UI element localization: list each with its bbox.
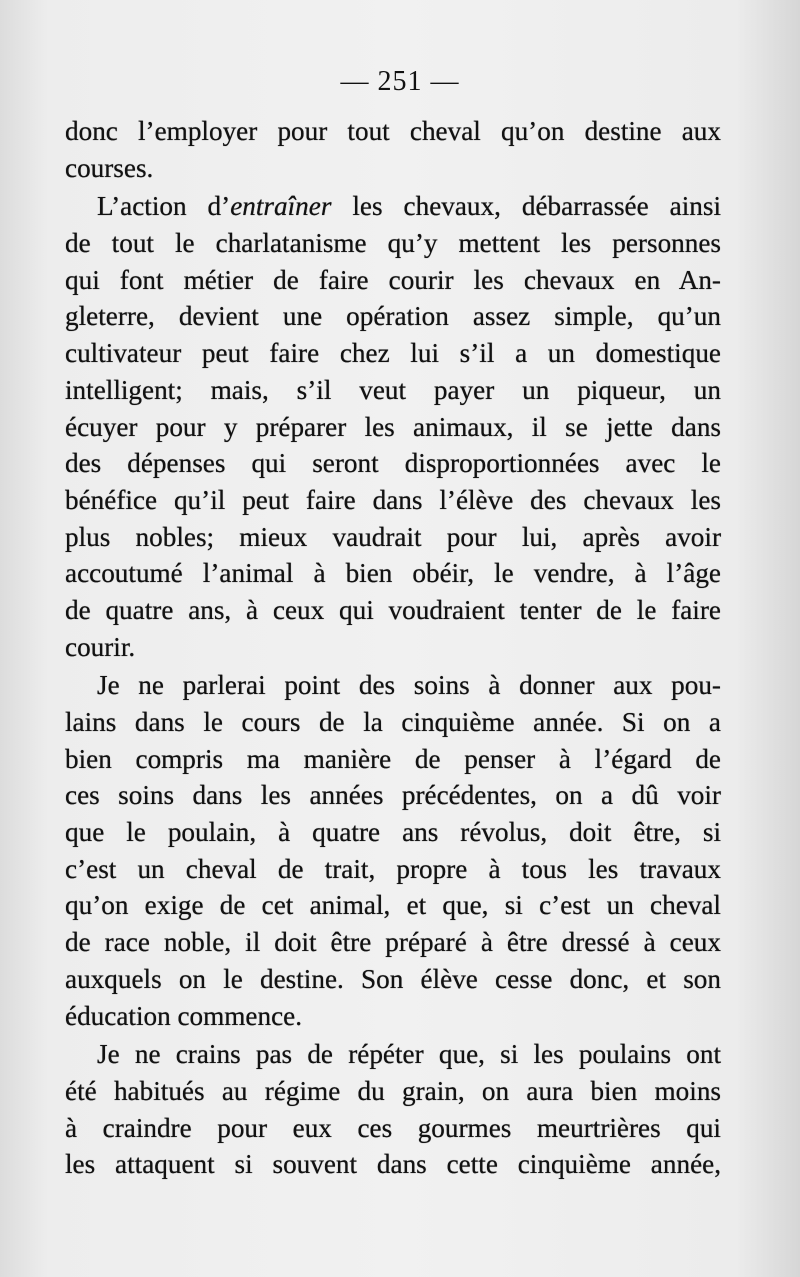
italic-word: entraîner (230, 191, 332, 222)
text-line: à craindre pour eux ces gourmes meurtrières qui (65, 1112, 721, 1143)
text-line: éducation commence. (65, 1000, 303, 1031)
text-line: ces soins dans les années précédentes, on a dû voir (65, 780, 721, 811)
text-line: qui font métier de faire courir les chevaux en An- (65, 264, 721, 295)
text-line: courir. (65, 631, 136, 662)
text-line: plus nobles; mieux vaudrait pour lui, après avoir (65, 521, 721, 552)
text-line: c’est un cheval de trait, propre à tous les travaux (65, 853, 721, 884)
text-line: bénéfice qu’il peut faire dans l’élève des chevaux les (65, 484, 721, 515)
text-line: courses. (65, 152, 154, 183)
text-line: accoutumé l’animal à bien obéir, le vendre, à l’âge (65, 558, 721, 589)
page-number: — 251 — (340, 66, 460, 97)
text-line: de tout le charlatanisme qu’y mettent les personnes (65, 228, 721, 259)
body-text (65, 113, 721, 1183)
text-line: auxquels on le destine. Son élève cesse donc, et son (65, 963, 721, 994)
text-line: de race noble, il doit être préparé à être dressé à ceux (65, 927, 721, 958)
text-line: donc l’employer pour tout cheval qu’on destine aux (65, 116, 721, 146)
text-line: lains dans le cours de la cinquième année. Si on a (65, 707, 721, 737)
paragraph (65, 188, 721, 665)
text-line: des dépenses qui seront disproportionnées avec le (65, 448, 721, 479)
text-line: gleterre, devient une opération assez simple, qu’un (65, 301, 721, 332)
text-line: été habitués au régime du grain, on aura bien moins (65, 1075, 721, 1106)
text-line: que le poulain, à quatre ans révolus, doit être, si (65, 817, 721, 848)
text-line: Je ne crains pas de répéter que, si les poulains ont (97, 1039, 721, 1070)
text-line: écuyer pour y préparer les animaux, il se jette dans (65, 411, 721, 442)
text-line: intelligent; mais, s’il veut payer un piqueur, un (65, 374, 721, 405)
paragraph (65, 667, 721, 1034)
text-line: bien compris ma manière de penser à l’égard de (65, 743, 721, 774)
text-line: L’action d’entraîner les chevaux, débarrassée ainsi (97, 191, 721, 222)
text-line: qu’on exige de cet animal, et que, si c’est un cheval (65, 890, 721, 921)
paragraph (65, 113, 721, 186)
text-line: cultivateur peut faire chez lui s’il a un domestique (65, 338, 721, 369)
paragraph (65, 1036, 721, 1183)
text-line: Je ne parlerai point des soins à donner aux pou- (97, 670, 721, 701)
text-line: les attaquent si souvent dans cette cinquième année, (65, 1149, 721, 1180)
text-line: de quatre ans, à ceux qui voudraient tenter de le faire (65, 594, 721, 625)
